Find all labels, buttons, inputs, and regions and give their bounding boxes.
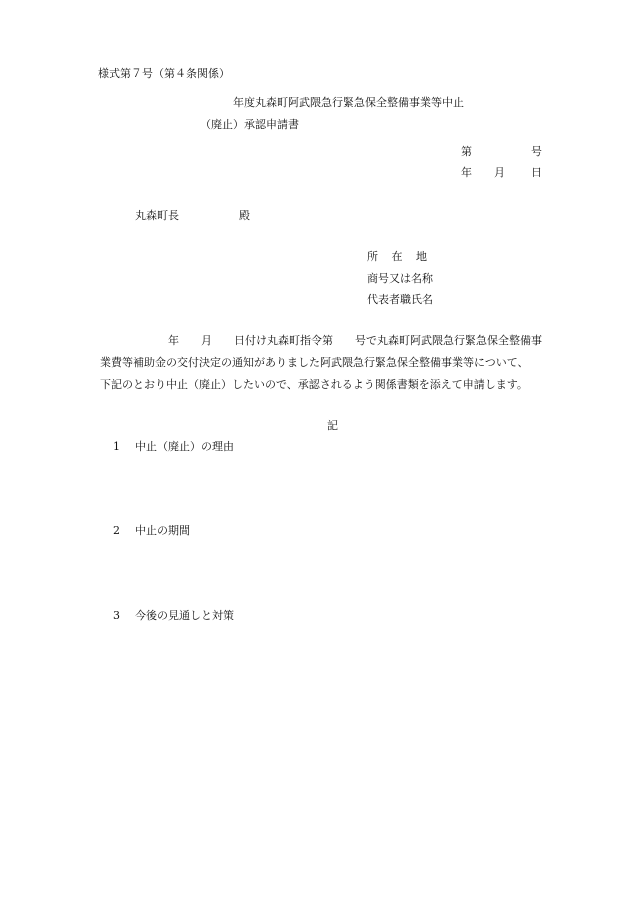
- addressee: 丸森町長: [135, 209, 179, 222]
- item-label: 中止の期間: [135, 524, 190, 537]
- document-title-line1: 年度丸森町阿武隈急行緊急保全整備事業等中止: [233, 96, 464, 109]
- record-item-outlook: [113, 610, 234, 621]
- item-label: 中止（廃止）の理由: [135, 440, 234, 453]
- item-number: 2: [113, 524, 120, 537]
- date-month-label: 月: [494, 166, 505, 179]
- date-year-label: 年: [461, 166, 472, 179]
- body-line: 業費等補助金の交付決定の通知がありました阿武隈急行緊急保全整備事業等について、: [100, 356, 529, 369]
- applicant-address-label: 所 在 地: [367, 250, 427, 263]
- item-number: 1: [113, 440, 120, 453]
- body-line: 年 月 日付け丸森町指令第 号で丸森町阿武隈急行緊急保全整備事: [168, 334, 542, 347]
- form-number: 様式第７号（第４条関係）: [98, 67, 230, 80]
- document-number-label: 第: [461, 145, 472, 158]
- item-label: 今後の見通しと対策: [135, 609, 234, 622]
- record-item-period: [113, 525, 190, 536]
- item-number: 3: [113, 609, 120, 622]
- document-title-line2: （廃止）承認申請書: [200, 118, 299, 131]
- record-item-reason: [113, 441, 234, 452]
- applicant-representative-label: 代表者職氏名: [367, 293, 433, 306]
- document-number-suffix: 号: [531, 145, 542, 158]
- applicant-name-label: 商号又は名称: [367, 272, 433, 285]
- date-day-label: 日: [531, 166, 542, 179]
- record-heading: 記: [327, 419, 338, 432]
- application-body-text: [100, 334, 580, 401]
- body-line: 下記のとおり中止（廃止）したいので、承認されるよう関係書類を添えて申請します。: [100, 378, 528, 391]
- honorific: 殿: [239, 209, 250, 222]
